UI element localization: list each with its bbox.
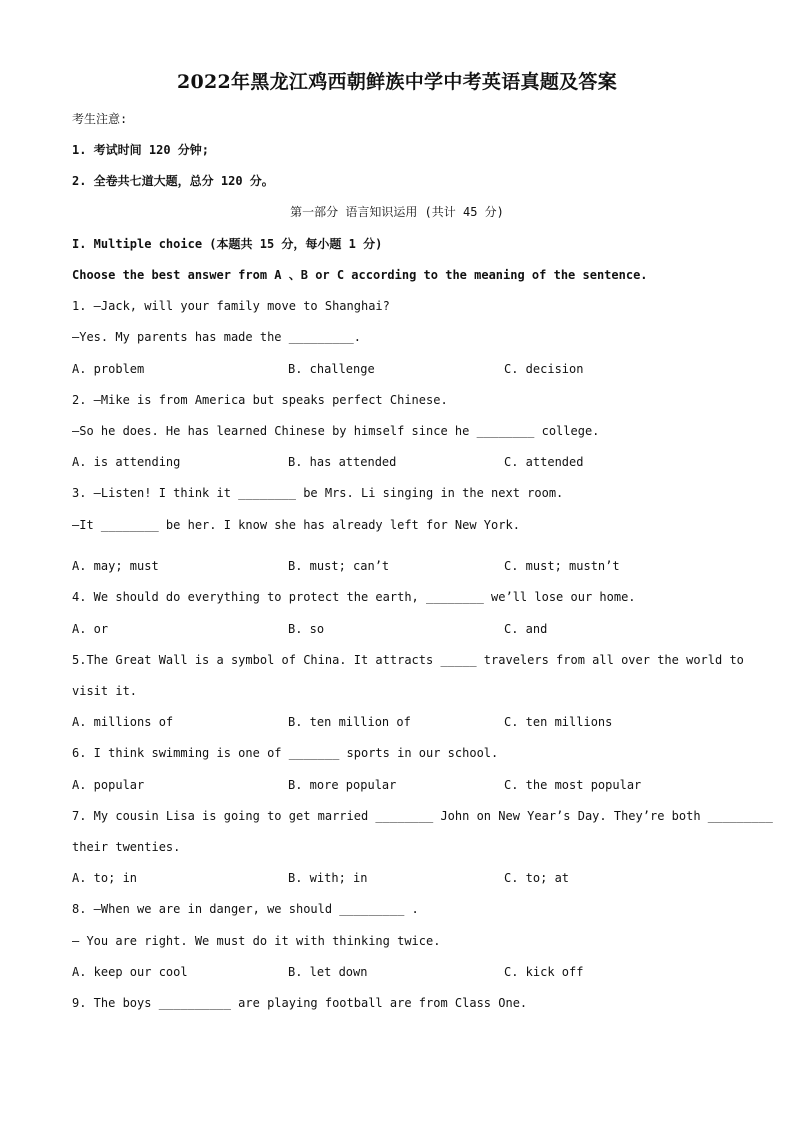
option-c: C. to; at: [504, 871, 570, 885]
option-c: C. must; mustn’t: [504, 559, 620, 573]
option-a: A. problem: [72, 362, 145, 376]
question-line: 8. —When we are in danger, we should _________ .: [72, 902, 419, 916]
option-c: C. and: [504, 622, 548, 636]
option-b: B. with; in: [288, 871, 368, 885]
option-b: B. must; can’t: [288, 559, 390, 573]
option-a: A. to; in: [72, 871, 138, 885]
option-b: B. more popular: [288, 778, 397, 792]
question-line: —It ________ be her. I know she has already left for New York.: [72, 518, 520, 532]
question-line: 2. —Mike is from America but speaks perfect Chinese.: [72, 393, 448, 407]
question-line: — You are right. We must do it with thinking twice.: [72, 934, 441, 948]
question-line: 1. —Jack, will your family move to Shanghai?: [72, 299, 390, 313]
question-line: 6. I think swimming is one of _______ sports in our school.: [72, 746, 499, 760]
notice-heading: 考生注意:: [72, 112, 128, 126]
question-line: 9. The boys __________ are playing football are from Class One.: [72, 996, 528, 1010]
part-heading: 第一部分 语言知识运用 (共计 45 分): [290, 205, 504, 219]
option-a: A. millions of: [72, 715, 174, 729]
option-c: C. kick off: [504, 965, 584, 979]
question-line: 4. We should do everything to protect the earth, ________ we’ll lose our home.: [72, 590, 636, 604]
question-line: —Yes. My parents has made the _________.: [72, 330, 361, 344]
option-c: C. the most popular: [504, 778, 642, 792]
page-title: 2022年黑龙江鸡西朝鲜族中学中考英语真题及答案: [176, 71, 618, 93]
option-b: B. ten million of: [288, 715, 411, 729]
option-c: C. attended: [504, 455, 584, 469]
option-a: A. may; must: [72, 559, 159, 573]
option-a: A. keep our cool: [72, 965, 188, 979]
question-line: visit it.: [72, 684, 138, 698]
question-line: 7. My cousin Lisa is going to get married ________ John on New Year’s Day. They’re both _________: [72, 809, 773, 823]
option-b: B. has attended: [288, 455, 397, 469]
option-a: A. popular: [72, 778, 145, 792]
question-line: their twenties.: [72, 840, 181, 854]
option-a: A. is attending: [72, 455, 181, 469]
question-line: 3. —Listen! I think it ________ be Mrs. Li singing in the next room.: [72, 486, 564, 500]
section-heading: I. Multiple choice (本题共 15 分，每小题 1 分): [72, 237, 383, 251]
option-b: B. let down: [288, 965, 368, 979]
option-a: A. or: [72, 622, 109, 636]
option-c: C. ten millions: [504, 715, 613, 729]
notice-item: 1. 考试时间 120 分钟;: [72, 143, 210, 157]
question-line: 5.The Great Wall is a symbol of China. It attracts _____ travelers from all over the world to: [72, 653, 744, 667]
option-c: C. decision: [504, 362, 584, 376]
section-instruction: Choose the best answer from A 、B or C according to the meaning of the sentence.: [72, 268, 648, 282]
notice-item: 2. 全卷共七道大题，总分 120 分。: [72, 174, 274, 188]
option-b: B. so: [288, 622, 325, 636]
option-b: B. challenge: [288, 362, 375, 376]
question-line: —So he does. He has learned Chinese by himself since he ________ college.: [72, 424, 600, 438]
